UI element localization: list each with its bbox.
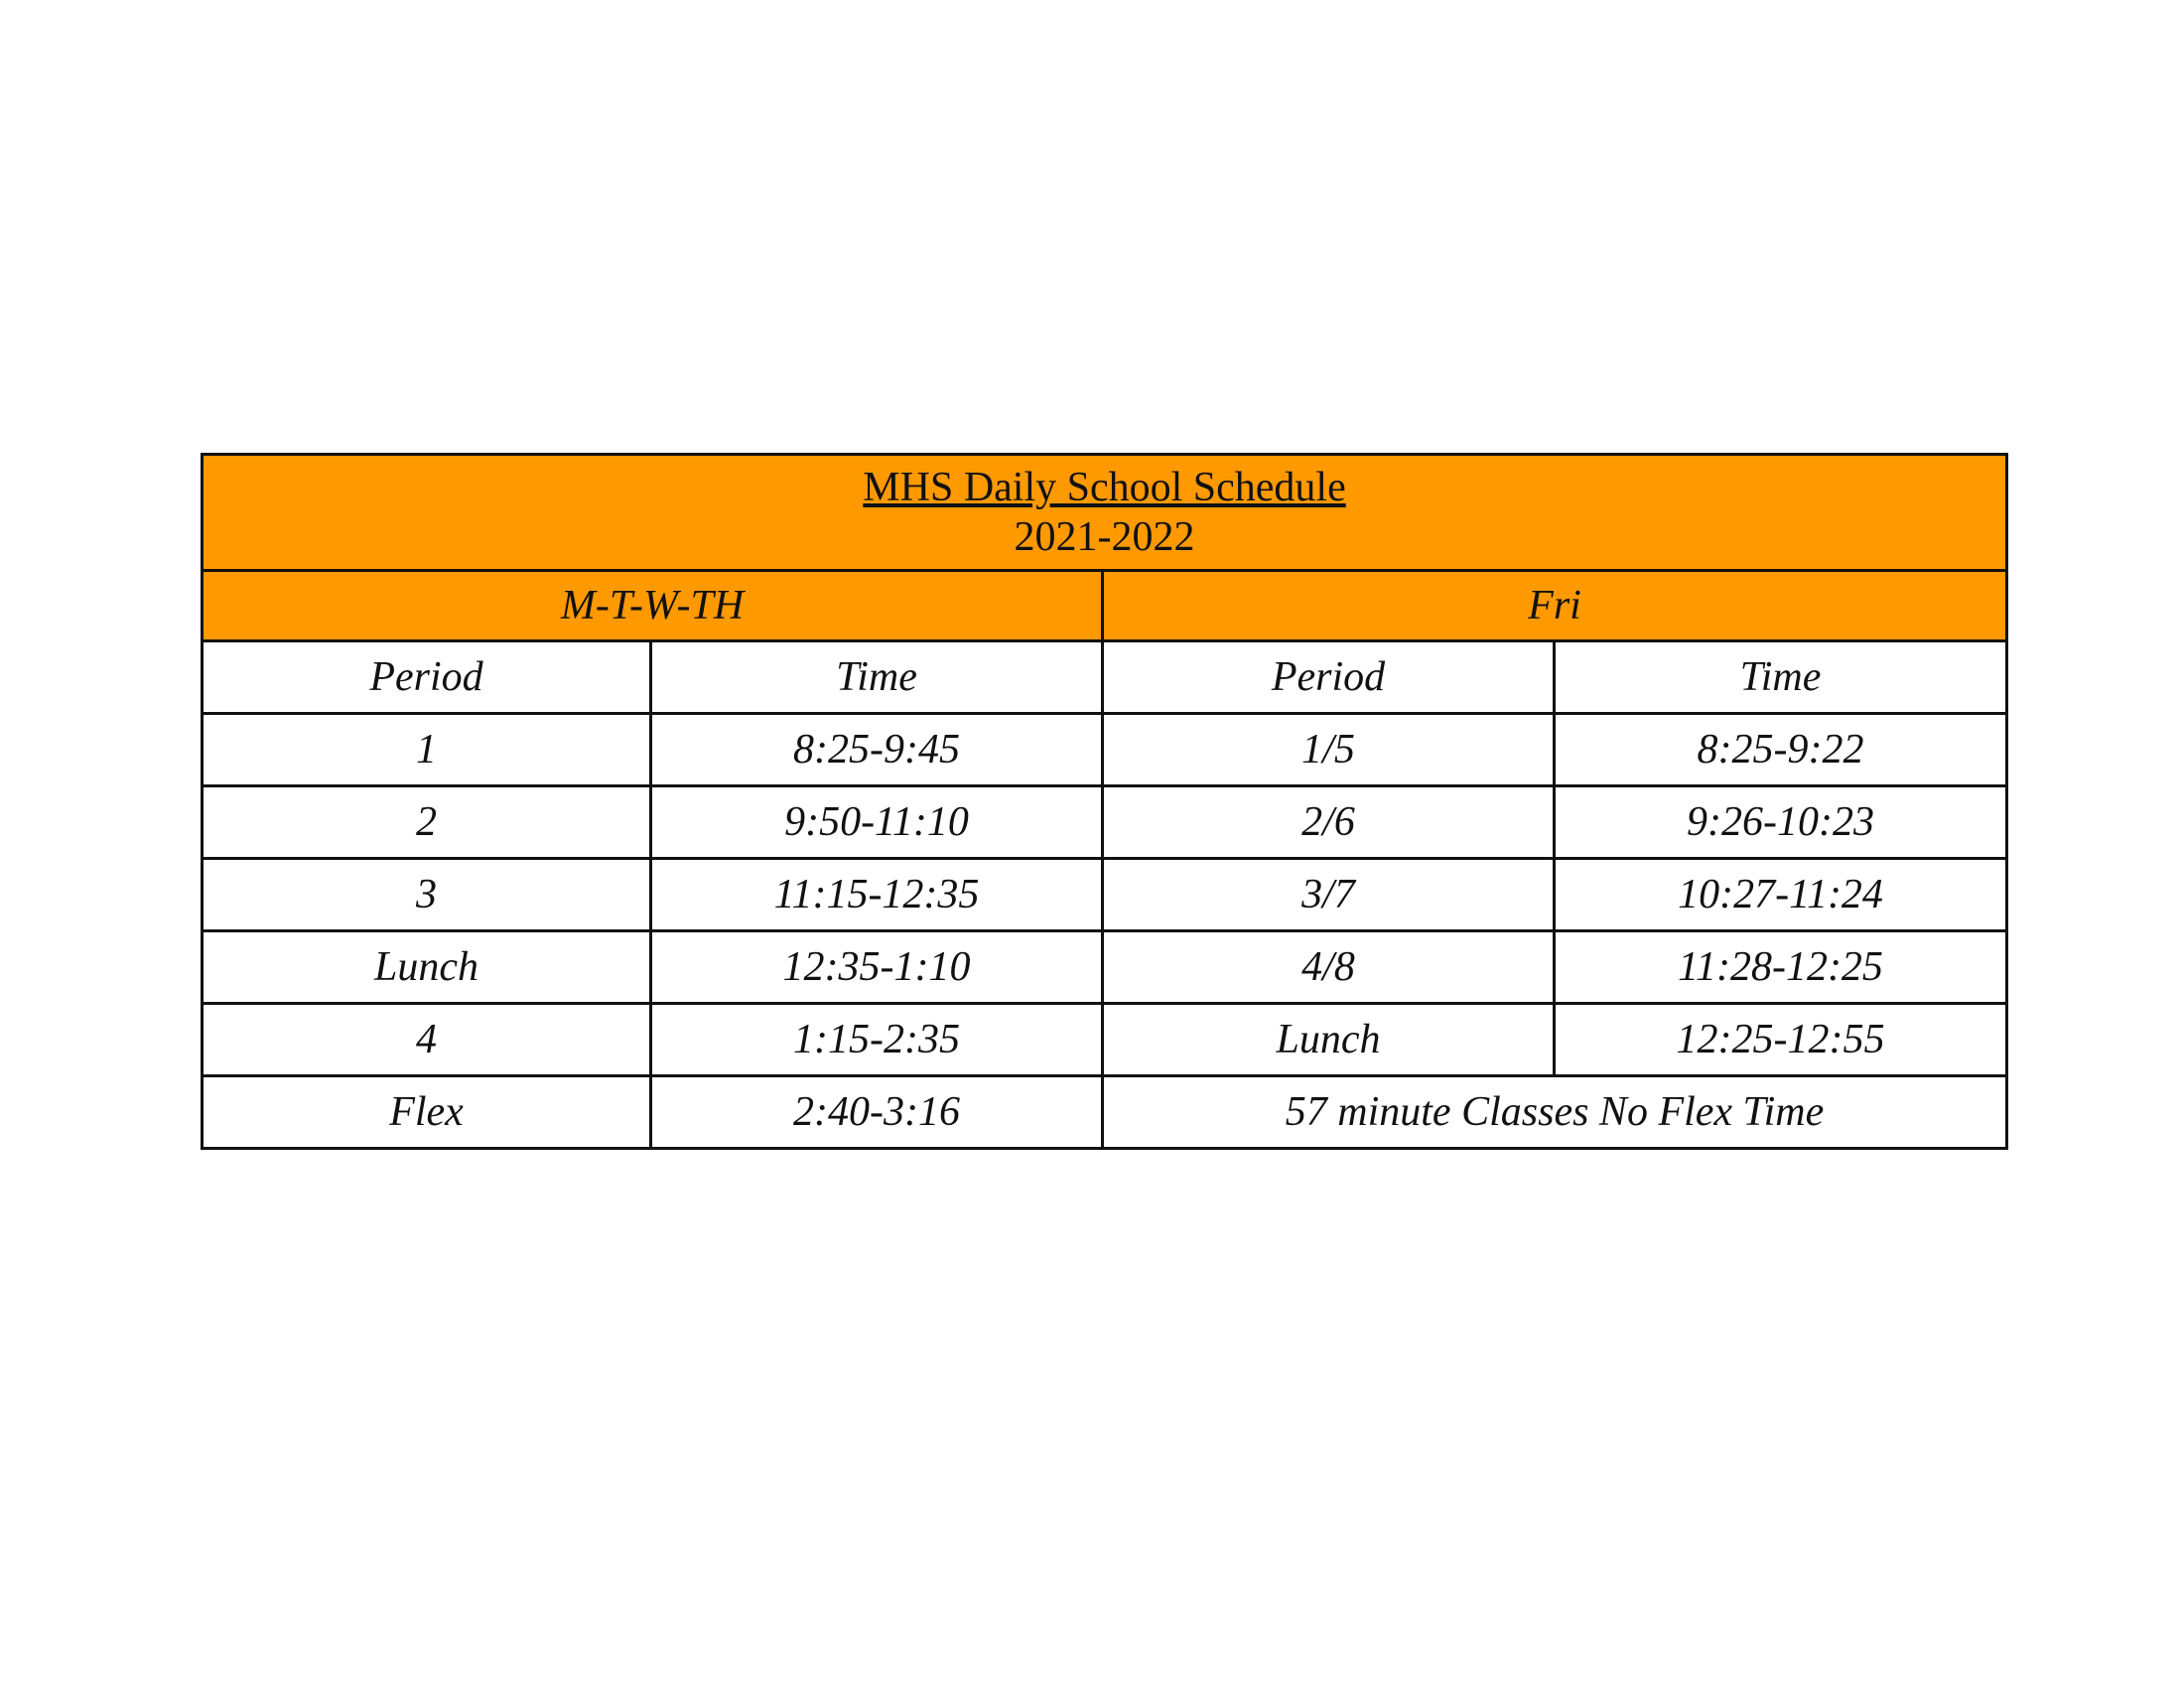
time-cell: 1:15-2:35 [651,1004,1103,1076]
period-cell: 3/7 [1103,859,1555,931]
school-year: 2021-2022 [1014,514,1195,560]
schedule-table [201,453,2008,1150]
friday-note: 57 minute Classes No Flex Time [1103,1076,2007,1149]
title-row [203,455,2007,571]
period-cell: 4 [203,1004,651,1076]
document-title: MHS Daily School Schedule [863,465,1346,510]
time-cell: 9:26-10:23 [1555,786,2007,859]
period-cell: 1/5 [1103,714,1555,786]
column-header-row [203,641,2007,714]
table-row [203,859,2007,931]
column-header-time: Time [651,641,1103,714]
time-cell: 12:25-12:55 [1555,1004,2007,1076]
time-cell: 2:40-3:16 [651,1076,1103,1149]
period-cell: 2 [203,786,651,859]
time-cell: 9:50-11:10 [651,786,1103,859]
column-header-time: Time [1555,641,2007,714]
time-cell: 12:35-1:10 [651,931,1103,1004]
table-row [203,714,2007,786]
day-group-fri: Fri [1103,571,2007,641]
time-cell: 11:15-12:35 [651,859,1103,931]
period-cell: 3 [203,859,651,931]
table-row [203,786,2007,859]
table-row [203,931,2007,1004]
period-cell: 4/8 [1103,931,1555,1004]
period-cell: Lunch [203,931,651,1004]
period-cell: 1 [203,714,651,786]
day-group-row [203,571,2007,641]
day-group-mtwth: M-T-W-TH [203,571,1103,641]
table-row [203,1004,2007,1076]
column-header-period: Period [203,641,651,714]
period-cell: Flex [203,1076,651,1149]
time-cell: 8:25-9:22 [1555,714,2007,786]
title-cell [203,455,2007,571]
period-cell: 2/6 [1103,786,1555,859]
time-cell: 11:28-12:25 [1555,931,2007,1004]
column-header-period: Period [1103,641,1555,714]
time-cell: 10:27-11:24 [1555,859,2007,931]
period-cell: Lunch [1103,1004,1555,1076]
time-cell: 8:25-9:45 [651,714,1103,786]
table-row [203,1076,2007,1149]
